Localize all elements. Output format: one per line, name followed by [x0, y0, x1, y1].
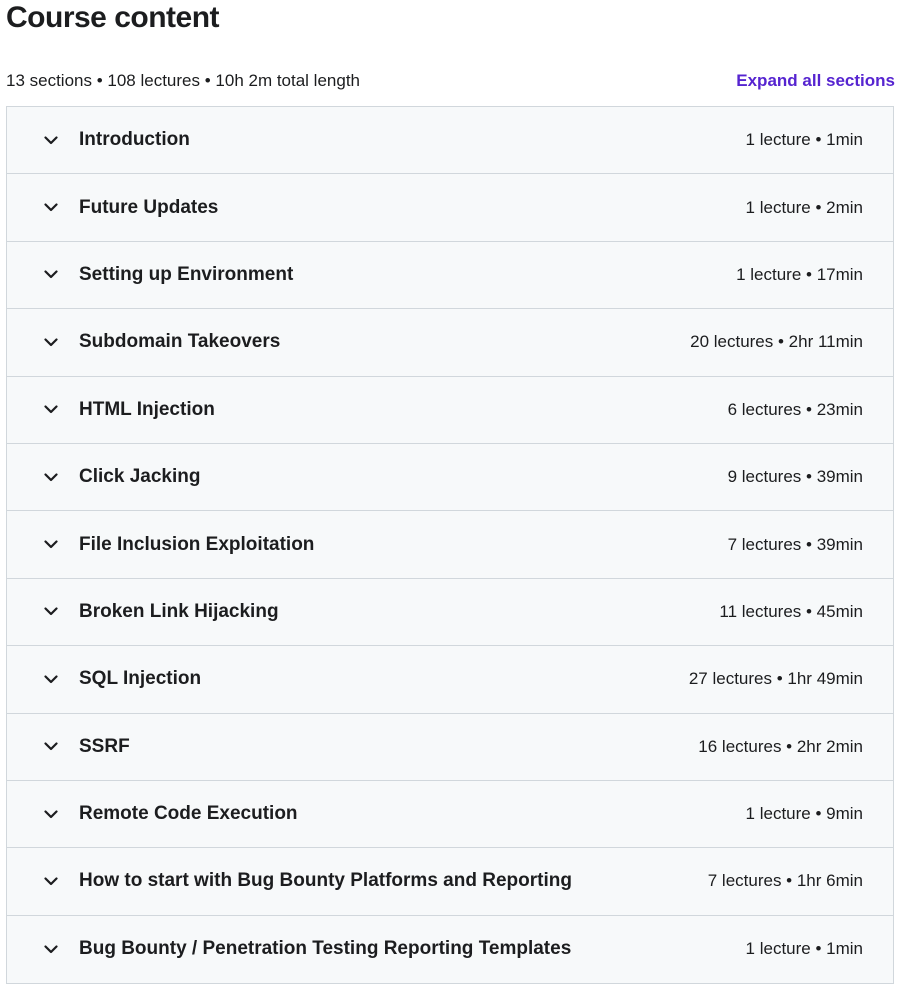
section-meta: 6 lectures • 23min — [727, 399, 863, 419]
section-meta: 7 lectures • 1hr 6min — [707, 871, 863, 891]
section-row[interactable] — [7, 781, 893, 848]
section-meta: 7 lectures • 39min — [727, 534, 863, 554]
section-title: File Inclusion Exploitation — [79, 533, 315, 555]
section-title: Subdomain Takeovers — [79, 331, 281, 353]
chevron-down-icon — [41, 535, 61, 555]
section-row[interactable] — [7, 309, 893, 376]
section-row[interactable] — [7, 916, 893, 983]
section-title: SQL Injection — [79, 668, 202, 690]
chevron-down-icon — [41, 939, 61, 959]
course-summary-bar — [6, 66, 895, 96]
chevron-down-icon — [41, 804, 61, 824]
section-title: How to start with Bug Bounty Platforms and Reporting — [79, 870, 572, 892]
section-row[interactable] — [7, 579, 893, 646]
section-row[interactable] — [7, 174, 893, 241]
chevron-down-icon — [41, 130, 61, 150]
section-meta: 1 lecture • 2min — [745, 197, 863, 217]
chevron-down-icon — [41, 602, 61, 622]
section-meta: 1 lecture • 1min — [745, 130, 863, 150]
section-title: HTML Injection — [79, 398, 215, 420]
section-row[interactable] — [7, 848, 893, 915]
section-meta: 27 lectures • 1hr 49min — [688, 669, 863, 689]
chevron-down-icon — [41, 467, 61, 487]
chevron-down-icon — [41, 737, 61, 757]
section-meta: 1 lecture • 1min — [745, 939, 863, 959]
expand-all-sections-button[interactable]: Expand all sections — [736, 71, 895, 90]
page-title: Course content — [6, 1, 220, 34]
section-row[interactable] — [7, 107, 893, 174]
section-row[interactable] — [7, 242, 893, 309]
chevron-down-icon — [41, 332, 61, 352]
course-summary: 13 sections • 108 lectures • 10h 2m total length — [6, 71, 361, 90]
section-row[interactable] — [7, 511, 893, 578]
section-row[interactable] — [7, 377, 893, 444]
chevron-down-icon — [41, 198, 61, 218]
chevron-down-icon — [41, 669, 61, 689]
section-meta: 16 lectures • 2hr 2min — [698, 736, 863, 756]
section-row[interactable] — [7, 646, 893, 713]
section-row[interactable] — [7, 714, 893, 781]
section-title: Remote Code Execution — [79, 803, 298, 825]
section-title: Broken Link Hijacking — [79, 600, 279, 622]
section-title: SSRF — [79, 735, 130, 757]
section-title: Introduction — [79, 129, 190, 151]
section-title: Setting up Environment — [79, 263, 294, 285]
section-meta: 11 lectures • 45min — [719, 601, 863, 621]
section-meta: 9 lectures • 39min — [727, 467, 863, 487]
sections-list — [6, 106, 894, 984]
section-meta: 1 lecture • 17min — [736, 264, 863, 284]
chevron-down-icon — [41, 265, 61, 285]
section-row[interactable] — [7, 444, 893, 511]
section-title: Future Updates — [79, 196, 219, 218]
section-meta: 1 lecture • 9min — [745, 804, 863, 824]
section-title: Bug Bounty / Penetration Testing Reporting Templates — [79, 938, 572, 960]
chevron-down-icon — [41, 400, 61, 420]
section-meta: 20 lectures • 2hr 11min — [690, 332, 863, 352]
section-title: Click Jacking — [79, 466, 201, 488]
chevron-down-icon — [41, 871, 61, 891]
